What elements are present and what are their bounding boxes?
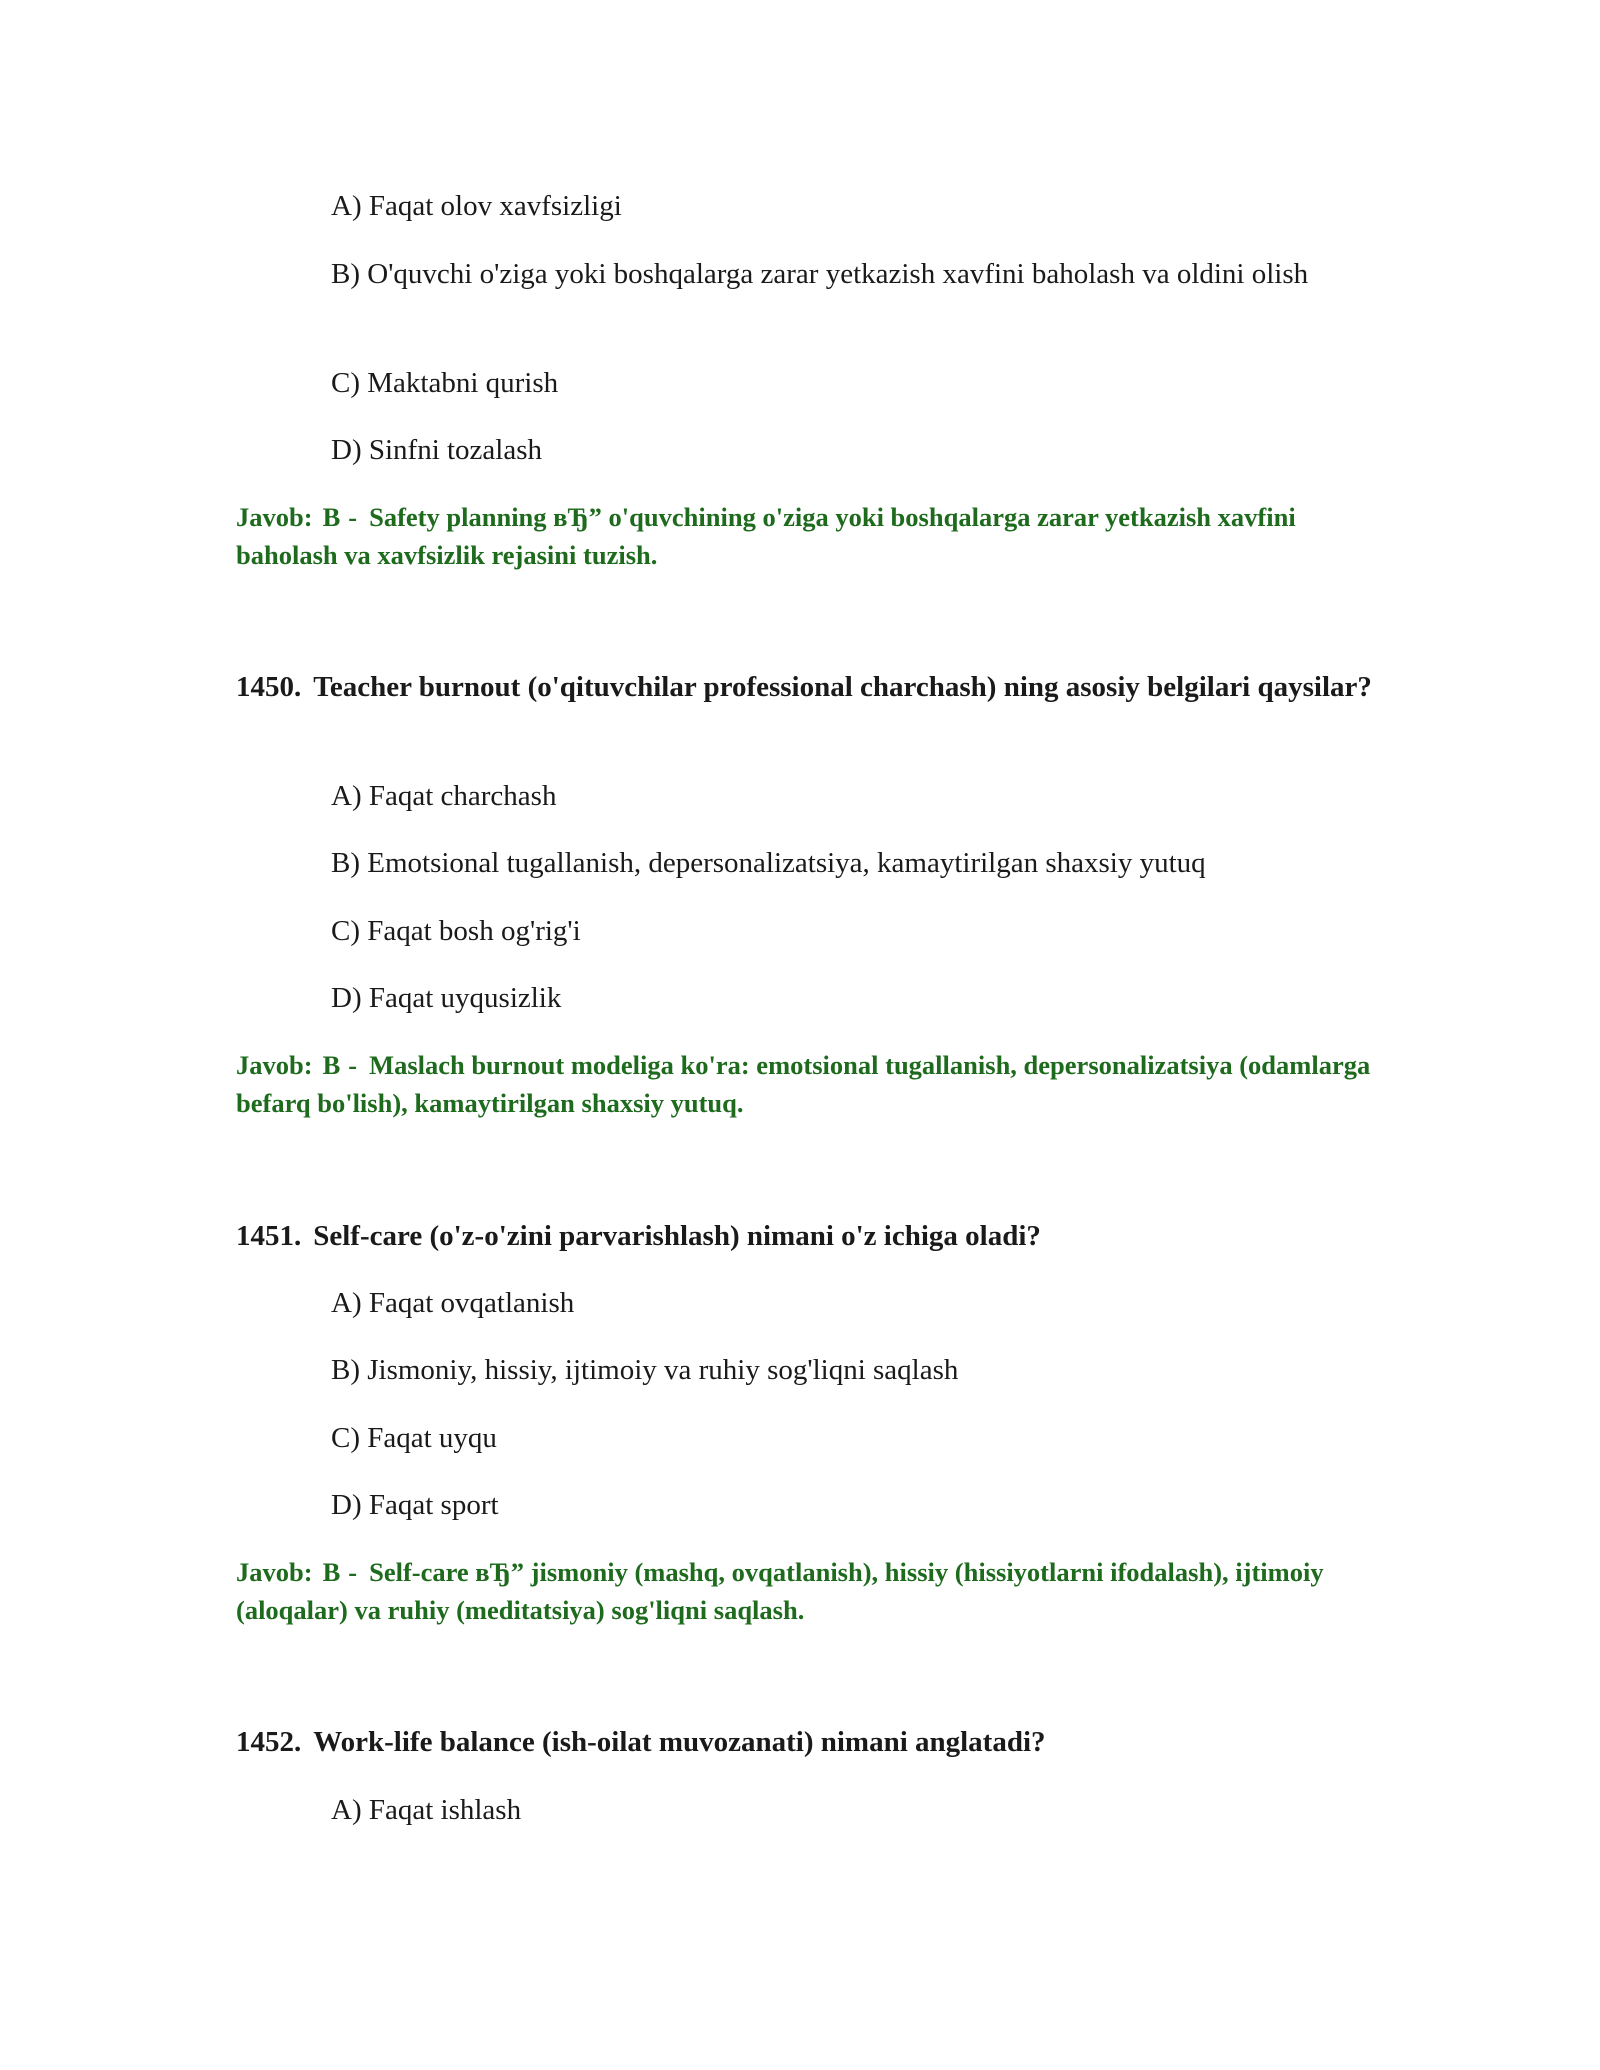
option-1451-c: C) Faqat uyqu bbox=[331, 1422, 497, 1454]
option-1450-a: A) Faqat charchash bbox=[331, 780, 557, 812]
answer-label: Javob: bbox=[236, 1050, 313, 1080]
option-1450-d: D) Faqat uyqusizlik bbox=[331, 982, 562, 1014]
answer-1450 bbox=[236, 1046, 1376, 1122]
option-1449-a: A) Faqat olov xavfsizligi bbox=[331, 190, 622, 222]
answer-text: Safety planning вЂ” o'quvchining o'ziga yoki boshqalarga zarar yetkazish xavfini baholash va xavfsizlik rejasini tuzish. bbox=[236, 502, 1296, 570]
answer-label: Javob: bbox=[236, 502, 313, 532]
question-number: 1452. bbox=[236, 1726, 302, 1758]
answer-label: Javob: bbox=[236, 1557, 313, 1587]
answer-dash: - bbox=[348, 502, 358, 532]
answer-letter: B bbox=[322, 1050, 341, 1080]
answer-text: Maslach burnout modeliga ko'ra: emotsional tugallanish, depersonalizatsiya (odamlarga befarq bo'lish), kamaytirilgan shaxsiy yutuq. bbox=[236, 1050, 1371, 1118]
option-1449-d: D) Sinfni tozalash bbox=[331, 434, 543, 466]
option-1451-a: A) Faqat ovqatlanish bbox=[331, 1287, 575, 1319]
question-text: Self-care (o'z-o'zini parvarishlash) nimani o'z ichiga oladi? bbox=[313, 1220, 1041, 1252]
answer-dash: - bbox=[348, 1050, 358, 1080]
question-1450 bbox=[236, 667, 1376, 708]
answer-letter: B bbox=[322, 1557, 341, 1587]
question-text: Work-life balance (ish-oilat muvozanati) nimani anglatadi? bbox=[313, 1726, 1046, 1758]
answer-letter: B bbox=[322, 502, 341, 532]
option-1452-a: A) Faqat ishlash bbox=[331, 1794, 522, 1826]
option-1449-b: B) O'quvchi o'ziga yoki boshqalarga zarar yetkazish xavfini baholash va oldini olish bbox=[331, 258, 1309, 290]
answer-text: Self-care вЂ” jismoniy (mashq, ovqatlanish), hissiy (hissiyotlarni ifodalash), ijtimoiy (aloqalar) va ruhiy (meditatsiya) sog'liqni saqlash. bbox=[236, 1557, 1324, 1625]
question-number: 1451. bbox=[236, 1220, 302, 1252]
answer-dash: - bbox=[348, 1557, 358, 1587]
option-1451-b: B) Jismoniy, hissiy, ijtimoiy va ruhiy sog'liqni saqlash bbox=[331, 1354, 959, 1386]
answer-1449 bbox=[236, 498, 1376, 574]
question-number: 1450. bbox=[236, 671, 302, 703]
option-1450-b: B) Emotsional tugallanish, depersonalizatsiya, kamaytirilgan shaxsiy yutuq bbox=[331, 847, 1206, 879]
option-1449-c: C) Maktabni qurish bbox=[331, 367, 559, 399]
option-1451-d: D) Faqat sport bbox=[331, 1489, 499, 1521]
question-1451 bbox=[236, 1216, 1376, 1257]
option-1450-c: C) Faqat bosh og'rig'i bbox=[331, 915, 581, 947]
question-1452 bbox=[236, 1722, 1376, 1763]
answer-1451 bbox=[236, 1553, 1376, 1629]
question-text: Teacher burnout (o'qituvchilar professional charchash) ning asosiy belgilari qaysilar? bbox=[313, 671, 1372, 703]
